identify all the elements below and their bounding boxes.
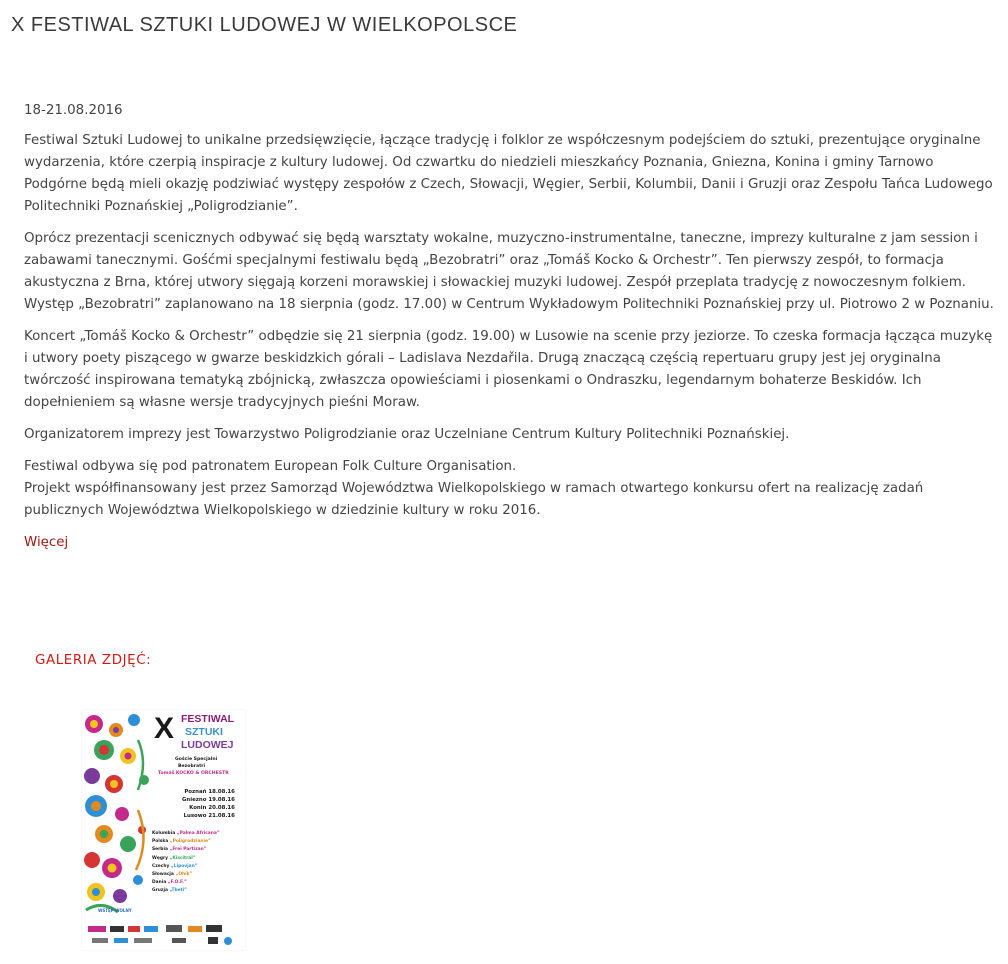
event-date: 18-21.08.2016 [24, 103, 123, 118]
article-body [24, 100, 999, 554]
poster-date-3: Konin 20.08.16 [189, 805, 235, 811]
funding-line: Projekt współfinansowany jest przez Samorząd Województwa Wielkopolskiego w ramach otwartego konkursu ofert na realizację zadań publicznych Województwa Wielkopolskiego w dziedzinie kultury w roku 2016. [24, 481, 924, 518]
paragraph-intro: Festiwal Sztuki Ludowej to unikalne przedsięwzięcie, łączące tradycję i folklor ze współczesnym podejściem do sztuki, prezentujące oryginalne wydarzenia, które czerpią inspiracje z kultury ludowej. Od czwartku do niedzieli mieszkańcy Poznania, Gniezna, Konina i gminy Tarnowo Podgórne będą mieli okazję podziwiać występy zespołów z Czech, Słowacji, Węgier, Serbii, Kolumbii, Danii i Gruzji oraz Zespołu Tańca Ludowego Politechniki Poznańskiej „Poligrodzianie”. [24, 133, 993, 214]
poster-guest-1: Bezobratri [178, 764, 206, 769]
paragraph-concert: Koncert „Tomáš Kocko & Orchestr” odbędzie się 21 sierpnia (godz. 19.00) w Lusowie na scenie przy jeziorze. To czeska formacja łącząca muzykę i utwory poety piszącego w gwarze beskidzkich górali – Ladislava Nezdařila. Drugą znaczącą częścią repertuaru grupy jest jej oryginalna twórczość inspirowana tematyką zbójnicką, zwłaszcza opowieściami i piosenkami o Ondraszku, legendarnym bohaterze Beskidów. Ich dopełnieniem są własne wersje tradycyjnych pieśni Moraw. [24, 329, 993, 410]
poster-country-row: Węgry „Kiscitrál” [152, 855, 196, 861]
poster-entry: WSTĘP WOLNY [98, 908, 132, 913]
poster-dates [182, 788, 235, 820]
paragraph-program: Oprócz prezentacji scenicznych odbywać się będą warsztaty wokalne, muzyczno-instrumentalne, taneczne, imprezy kulturalne z jam session i zabawami tanecznymi. Gośćmi specjalnymi festiwalu będą „Bezobratri” oraz „Tomáš Kocko & Orchestr”. Ten pierwszy zespół, to formacja akustyczna z Brna, której utwory sięgają korzeni morawskiej i słowackiej muzyki ludowej. Zespół przeplata tradycję z nowoczesnym folkiem. Występ „Bezobratri” zaplanowano na 18 sierpnia (godz. 17.00) w Centrum Wykładowym Politechniki Poznańskiej przy ul. Piotrowo 2 w Poznaniu. [24, 231, 994, 312]
poster-date-2: Gniezno 19.08.16 [182, 797, 235, 803]
poster-country-row: Słowacja „Ohik” [152, 872, 193, 878]
poster-line-sztuki: SZTUKI [185, 726, 223, 738]
paragraph-organizer: Organizatorem imprezy jest Towarzystwo Poligrodzianie oraz Uczelniane Centrum Kultury Politechniki Poznańskiej. [24, 427, 790, 442]
poster-country-row: Dania „F.O.F.” [152, 880, 187, 886]
paragraph-patronage [24, 456, 999, 522]
poster-date-4: Lusowo 21.08.16 [183, 813, 235, 819]
patronage-line: Festiwal odbywa się pod patronatem European Folk Culture Organisation. [24, 459, 517, 474]
poster-country-row: Polska „Poligrodzianie” [152, 839, 211, 845]
poster-country-row: Gruzja „Tbeti” [152, 888, 188, 894]
poster-line-ludowej: LUDOWEJ [181, 739, 234, 751]
poster-x: X [154, 712, 175, 745]
more-link[interactable]: Więcej [24, 535, 69, 550]
poster-country-row: Serbia „Frei Partizan” [152, 847, 207, 853]
page-title: X FESTIWAL SZTUKI LUDOWEJ W WIELKOPOLSCE [11, 14, 518, 36]
poster-line-festiwal: FESTIWAL [181, 713, 235, 725]
poster-country-row: Czechy „Lipovjan” [152, 863, 198, 869]
poster-date-1: Poznań 18.08.16 [184, 789, 235, 795]
poster-countries [152, 830, 220, 896]
poster-guests-label: Goście Specjalni [175, 757, 218, 762]
gallery-title: GALERIA ZDJĘĆ: [35, 653, 152, 668]
poster-guest-2: Tomáš KOCKO & ORCHESTR [158, 771, 229, 776]
poster-country-row: Kolumbia „Palma Africana” [152, 831, 220, 836]
gallery-thumbnail-poster[interactable] [82, 710, 245, 950]
